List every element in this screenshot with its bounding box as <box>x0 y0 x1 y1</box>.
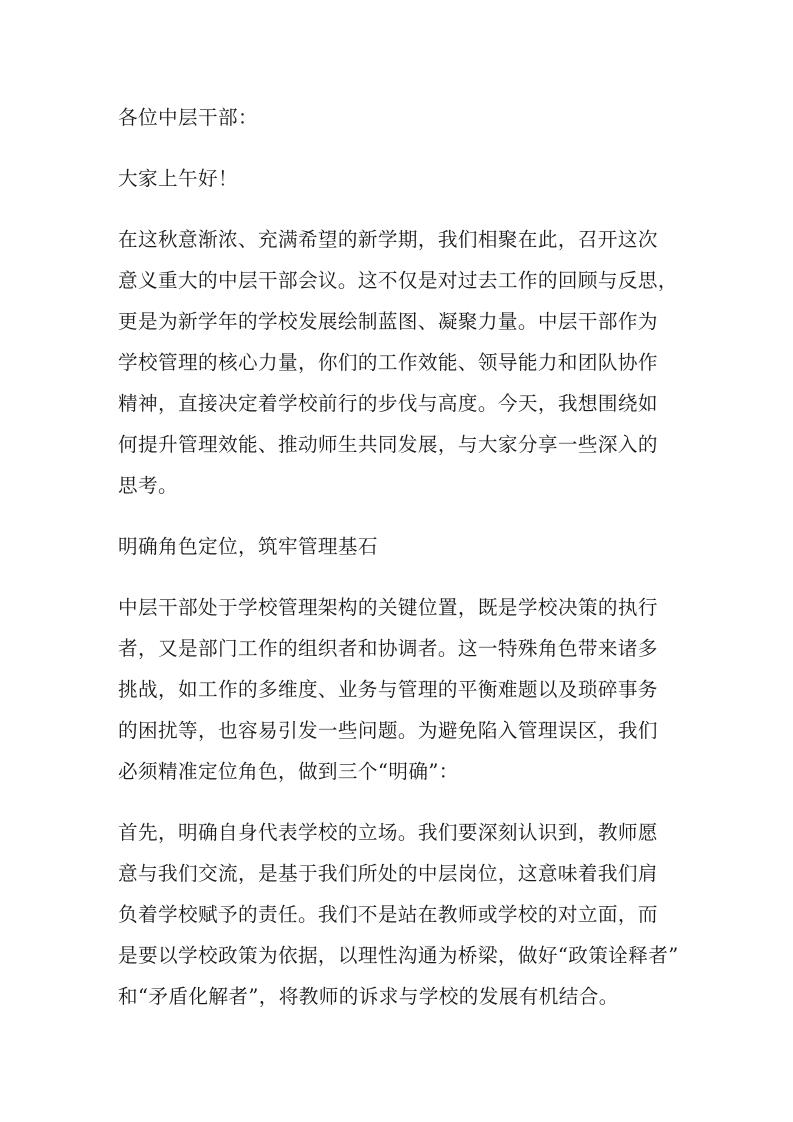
salutation <box>118 97 698 138</box>
text-line: 在这秋意渐浓、充满希望的新学期，我们相聚在此，召开这次 <box>118 228 658 251</box>
text-line: 的困扰等，也容易引发一些问题。为避免陷入管理误区，我们 <box>118 719 658 742</box>
text-line: 意义重大的中层干部会议。这不仅是对过去工作的回顾与反思， <box>118 269 678 292</box>
section-heading <box>118 526 698 567</box>
text-line: 各位中层干部： <box>118 106 258 129</box>
text-line: 学校管理的核心力量，你们的工作效能、领导能力和团队协作 <box>118 351 658 374</box>
greeting <box>118 158 698 199</box>
text-line: 精神，直接决定着学校前行的步伐与高度。今天，我想围绕如 <box>118 392 658 415</box>
text-line: 意与我们交流，是基于我们所处的中层岗位，这意味着我们肩 <box>118 862 658 885</box>
document-page <box>118 97 698 1037</box>
first-point-paragraph <box>118 812 698 1017</box>
text-line: 者，又是部门工作的组织者和协调者。这一特殊角色带来诸多 <box>118 637 658 660</box>
text-line: 明确角色定位，筑牢管理基石 <box>118 535 378 558</box>
role-paragraph <box>118 587 698 792</box>
text-line: 中层干部处于学校管理架构的关键位置，既是学校决策的执行 <box>118 596 658 619</box>
text-line: 负着学校赋予的责任。我们不是站在教师或学校的对立面，而 <box>118 903 658 926</box>
text-line: 和“矛盾化解者”，将教师的诉求与学校的发展有机结合。 <box>118 985 619 1008</box>
text-line: 思考。 <box>118 474 178 497</box>
text-line: 必须精准定位角色，做到三个“明确”： <box>118 760 459 783</box>
text-line: 更是为新学年的学校发展绘制蓝图、凝聚力量。中层干部作为 <box>118 310 658 333</box>
text-line: 挑战，如工作的多维度、业务与管理的平衡难题以及琐碎事务 <box>118 678 658 701</box>
text-line: 是要以学校政策为依据，以理性沟通为桥梁，做好“政策诠释者” <box>118 944 679 967</box>
text-line: 何提升管理效能、推动师生共同发展，与大家分享一些深入的 <box>118 433 658 456</box>
text-line: 首先，明确自身代表学校的立场。我们要深刻认识到，教师愿 <box>118 821 658 844</box>
intro-paragraph <box>118 219 698 506</box>
text-line: 大家上午好！ <box>118 167 238 190</box>
